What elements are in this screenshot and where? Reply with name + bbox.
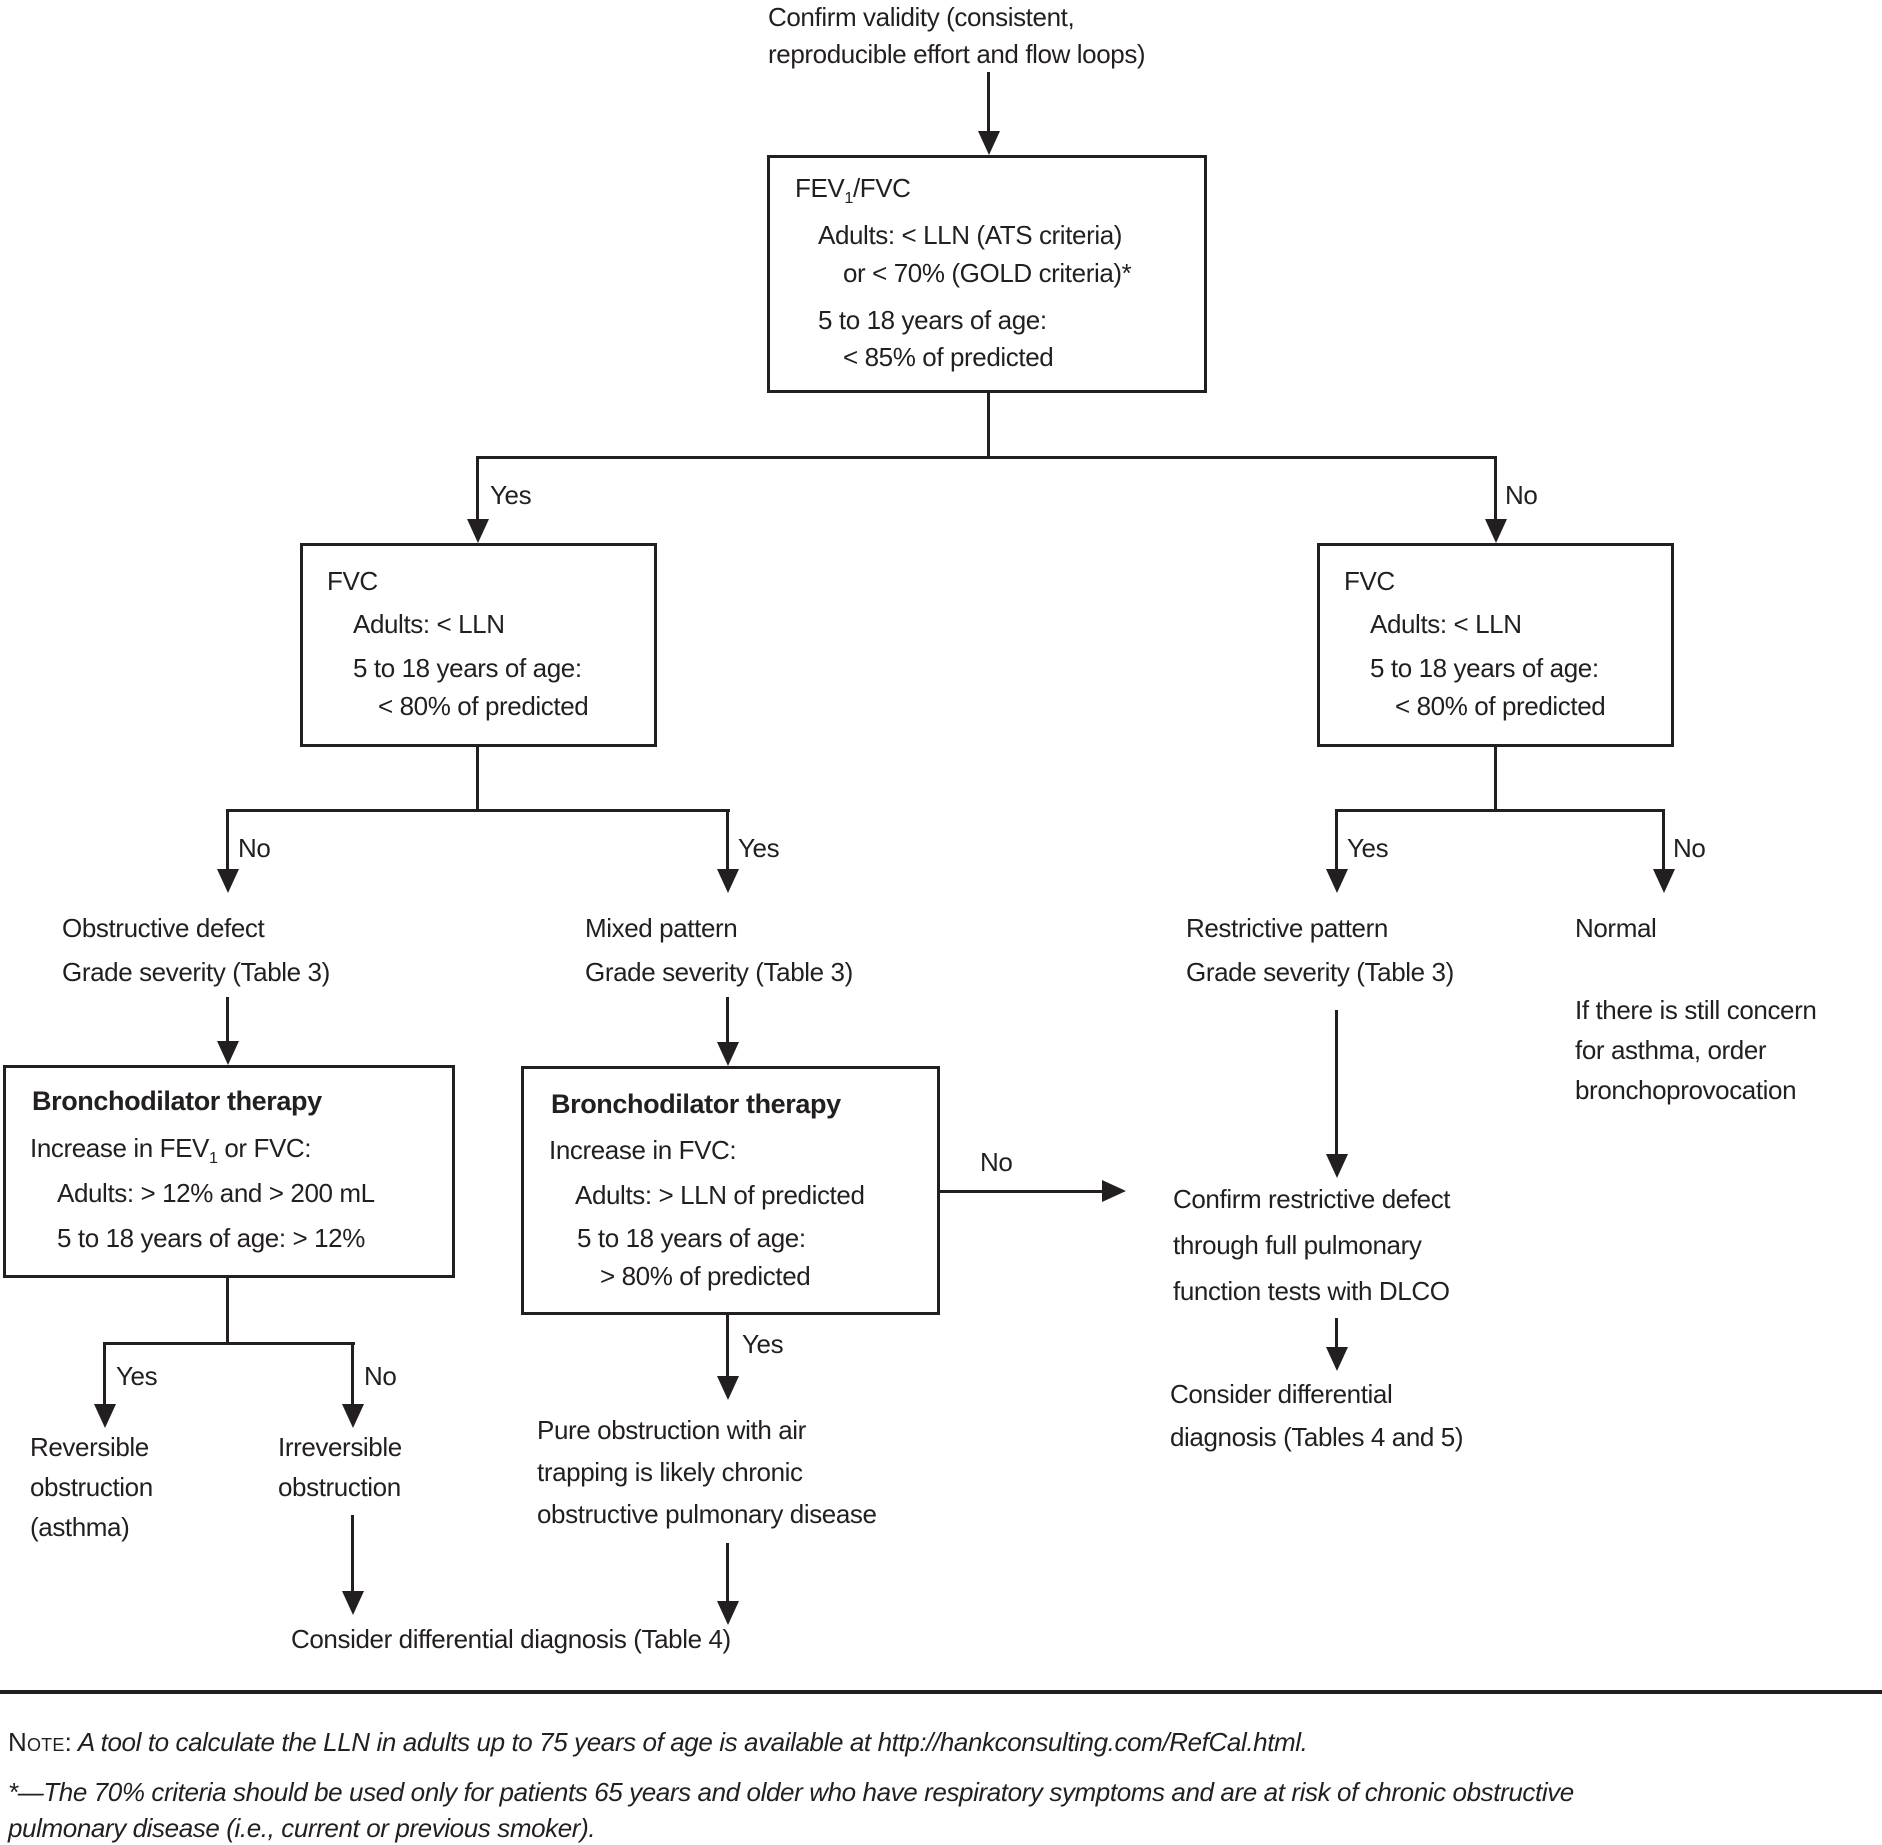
pure-obstruction-text-3: obstructive pulmonary disease (537, 1499, 877, 1529)
start-text-line2: reproducible effort and flow loops) (768, 39, 1146, 69)
branch-label-yes: Yes (742, 1329, 784, 1359)
flow-line (726, 1315, 729, 1376)
flow-line (226, 1278, 229, 1344)
start-text-line1: Confirm validity (consistent, (768, 2, 1075, 32)
branch-label-yes: Yes (490, 480, 532, 510)
flow-line (1662, 809, 1665, 871)
arrowhead-down-icon (342, 1591, 364, 1615)
fev-fvc-title: $FEV_1$/FVC (795, 173, 911, 208)
bronch-left-line2: Adults: > 12% and > 200 mL (57, 1178, 375, 1208)
arrowhead-down-icon (717, 1376, 739, 1400)
flow-line (1494, 747, 1497, 811)
normal-concern-text-1: If there is still concern (1575, 995, 1817, 1025)
irreversible-obstruction-text-2: obstruction (278, 1472, 401, 1502)
bronch-left-line1: Increase in $FEV_1$ or FVC: (30, 1133, 312, 1168)
consider-diagnosis-table4-text: Consider differential diagnosis (Table 4) (291, 1624, 731, 1654)
flow-line (726, 997, 729, 1044)
branch-label-no: No (1673, 833, 1706, 863)
confirm-restrictive-text-3: function tests with DLCO (1173, 1276, 1450, 1306)
bronch-mid-line4: > 80% of predicted (600, 1261, 811, 1291)
flow-line (987, 72, 990, 132)
flow-line (476, 747, 479, 811)
fvc-left-adults: Adults: < LLN (353, 609, 505, 639)
branch-line (105, 1342, 355, 1345)
reversible-obstruction-text-1: Reversible (30, 1432, 149, 1462)
obstructive-grade-text: Grade severity (Table 3) (62, 957, 330, 987)
consider-diagnosis-tables45-text-1: Consider differential (1170, 1379, 1393, 1409)
fev-fvc-adults: Adults: < LLN (ATS criteria) (818, 220, 1123, 250)
pure-obstruction-text-2: trapping is likely chronic (537, 1457, 803, 1487)
fvc-right-peds2: < 80% of predicted (1395, 691, 1606, 721)
arrowhead-down-icon (717, 1042, 739, 1066)
branch-label-yes: Yes (1347, 833, 1389, 863)
irreversible-obstruction-text-1: Irreversible (278, 1432, 402, 1462)
fvc-left-peds: 5 to 18 years of age: (353, 653, 582, 683)
flow-line (1335, 1318, 1338, 1349)
normal-concern-text-2: for asthma, order (1575, 1035, 1767, 1065)
flow-line (1335, 1010, 1338, 1156)
divider-rule (0, 1690, 1882, 1694)
flow-line (103, 1342, 106, 1404)
restrictive-grade-text: Grade severity (Table 3) (1186, 957, 1454, 987)
flow-line (226, 809, 229, 871)
obstructive-defect-text: Obstructive defect (62, 913, 265, 943)
flow-line (476, 456, 479, 519)
flow-line (1494, 456, 1497, 519)
arrowhead-down-icon (1326, 1154, 1348, 1178)
bronch-left-line3: 5 to 18 years of age: > 12% (57, 1223, 365, 1253)
note-label: Note: (8, 1727, 73, 1757)
bronch-mid-title: Bronchodilator therapy (551, 1089, 841, 1119)
normal-text: Normal (1575, 913, 1657, 943)
bronch-mid-line3: 5 to 18 years of age: (577, 1223, 806, 1253)
flow-line (1335, 809, 1338, 871)
reversible-obstruction-text-3: (asthma) (30, 1512, 130, 1542)
fvc-left-peds2: < 80% of predicted (378, 691, 589, 721)
flow-line (987, 393, 990, 459)
branch-line (1337, 809, 1665, 812)
mixed-grade-text: Grade severity (Table 3) (585, 957, 853, 987)
bronch-mid-line2: Adults: > LLN of predicted (575, 1180, 865, 1210)
branch-line (228, 809, 730, 812)
confirm-restrictive-text-1: Confirm restrictive defect (1173, 1184, 1451, 1214)
branch-label-no: No (1505, 480, 1538, 510)
arrowhead-down-icon (1485, 519, 1507, 543)
arrowhead-down-icon (978, 131, 1000, 155)
bronch-mid-line1: Increase in FVC: (549, 1135, 737, 1165)
flow-line (351, 1342, 354, 1404)
arrowhead-right-icon (1102, 1180, 1126, 1202)
flow-line (351, 1515, 354, 1591)
arrowhead-down-icon (717, 869, 739, 893)
flow-line (726, 1543, 729, 1601)
arrowhead-down-icon (1326, 869, 1348, 893)
fev-fvc-peds: 5 to 18 years of age: (818, 305, 1047, 335)
restrictive-pattern-text: Restrictive pattern (1186, 913, 1388, 943)
fvc-left-title: FVC (327, 566, 378, 596)
fvc-right-peds: 5 to 18 years of age: (1370, 653, 1599, 683)
arrowhead-down-icon (342, 1404, 364, 1428)
branch-line (478, 456, 1496, 459)
branch-label-no: No (364, 1361, 397, 1391)
note-text: Note: A tool to calculate the LLN in adults up to 75 years of age is available at http://hankconsulting.com/RefCal.html. (8, 1727, 1308, 1757)
asterisk-note-text-1: *—The 70% criteria should be used only for patients 65 years and older who have respiratory symptoms and are at risk of chronic obstructive (8, 1777, 1574, 1807)
fvc-right-adults: Adults: < LLN (1370, 609, 1522, 639)
pure-obstruction-text-1: Pure obstruction with air (537, 1415, 806, 1445)
fev-fvc-peds2: < 85% of predicted (843, 342, 1054, 372)
mixed-pattern-text: Mixed pattern (585, 913, 738, 943)
branch-label-no: No (238, 833, 271, 863)
reversible-obstruction-text-2: obstruction (30, 1472, 153, 1502)
branch-label-yes: Yes (116, 1361, 158, 1391)
arrowhead-down-icon (217, 869, 239, 893)
bronch-left-title: Bronchodilator therapy (32, 1086, 322, 1116)
flow-line (226, 997, 229, 1043)
flow-line (726, 809, 729, 871)
arrowhead-down-icon (467, 519, 489, 543)
arrowhead-down-icon (1653, 869, 1675, 893)
arrowhead-down-icon (1326, 1347, 1348, 1371)
branch-label-no: No (980, 1147, 1013, 1177)
arrowhead-down-icon (94, 1404, 116, 1428)
fvc-right-title: FVC (1344, 566, 1395, 596)
branch-label-yes: Yes (738, 833, 780, 863)
fev-fvc-adults2: or < 70% (GOLD criteria)* (843, 258, 1132, 288)
flow-line (940, 1190, 1102, 1193)
arrowhead-down-icon (717, 1601, 739, 1625)
asterisk-note-text-2: pulmonary disease (i.e., current or previous smoker). (8, 1813, 596, 1843)
arrowhead-down-icon (217, 1041, 239, 1065)
normal-concern-text-3: bronchoprovocation (1575, 1075, 1797, 1105)
consider-diagnosis-tables45-text-2: diagnosis (Tables 4 and 5) (1170, 1422, 1464, 1452)
confirm-restrictive-text-2: through full pulmonary (1173, 1230, 1422, 1260)
